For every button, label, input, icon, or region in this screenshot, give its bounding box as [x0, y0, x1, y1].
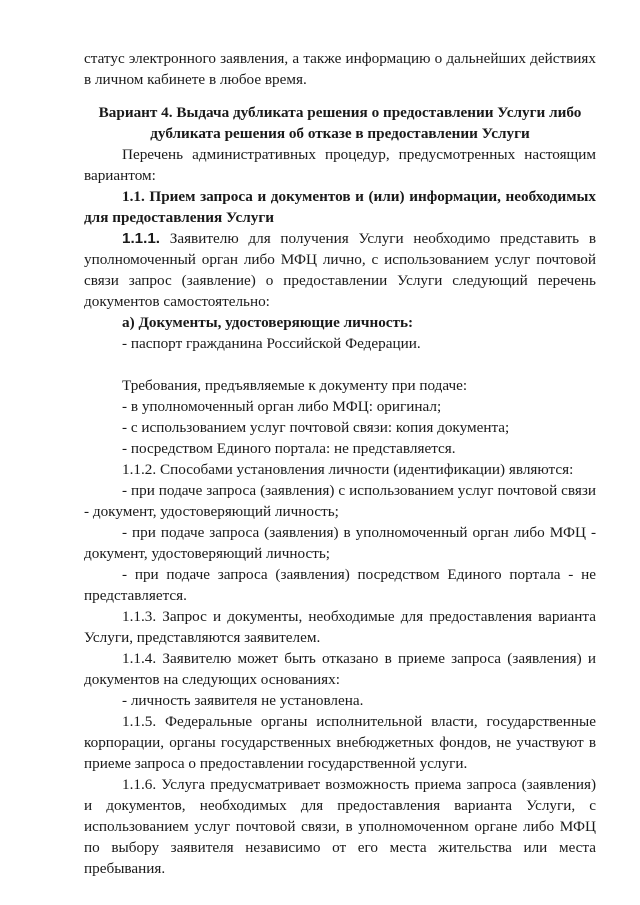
- subheading-identity-documents: а) Документы, удостоверяющие личность:: [122, 314, 414, 331]
- identification-item-post: - при подаче запроса (заявления) с использованием услуг почтовой связи - документ, удостоверяющий личность;: [84, 482, 596, 520]
- section-1-1-1-paragraph: [84, 228, 596, 312]
- intro-paragraph: статус электронного заявления, а также информацию о дальнейших действиях в личном кабинете в любое время.: [84, 50, 596, 88]
- section-1-1-3-paragraph: 1.1.3. Запрос и документы, необходимые для предоставления варианта Услуги, представляются заявителем.: [84, 608, 596, 646]
- list-item-passport: - паспорт гражданина Российской Федерации.: [122, 335, 421, 352]
- section-1-1-5-paragraph: 1.1.5. Федеральные органы исполнительной власти, государственные корпорации, органы государственных внебюджетных фондов, не участвуют в приеме запроса о предоставлении государственной услуги.: [84, 713, 596, 772]
- procedures-list-intro: Перечень административных процедур, предусмотренных настоящим вариантом:: [84, 146, 596, 184]
- section-1-1-heading: 1.1. Прием запроса и документов и (или) информации, необходимых для предоставления Услуги: [84, 188, 596, 226]
- variant-heading: Вариант 4. Выдача дубликата решения о предоставлении Услуги либо дубликата решения об отказе в предоставлении Услуги: [98, 104, 582, 142]
- requirement-item-post: - с использованием услуг почтовой связи: копия документа;: [122, 419, 510, 436]
- section-1-1-1-text: Заявителю для получения Услуги необходимо представить в уполномоченный орган либо МФЦ лично, с использованием услуг почтовой связи запрос (заявление) о предоставлении Услуги следующий перечень документов самостоятельно:: [84, 230, 596, 310]
- identification-item-portal: - при подаче запроса (заявления) посредством Единого портала - не представляется.: [84, 566, 596, 604]
- section-1-1-6-paragraph: 1.1.6. Услуга предусматривает возможность приема запроса (заявления) и документов, необходимых для предоставления варианта Услуги, с использованием услуг почтовой связи, в уполномоченном органе либо МФЦ по выбору заявителя независимо от его места жительства или места пребывания.: [84, 776, 596, 877]
- section-1-1-4-paragraph: 1.1.4. Заявителю может быть отказано в приеме запроса (заявления) и документов на следующих основаниях:: [84, 650, 596, 688]
- requirement-item-portal: - посредством Единого портала: не представляется.: [122, 440, 456, 457]
- requirements-title: Требования, предъявляемые к документу при подаче:: [122, 377, 468, 394]
- section-1-1-1-number: 1.1.1.: [122, 230, 160, 247]
- blank-line: [84, 354, 596, 375]
- refusal-item: - личность заявителя не установлена.: [122, 692, 364, 709]
- section-1-1-2-paragraph: 1.1.2. Способами установления личности (идентификации) являются:: [122, 461, 574, 478]
- identification-item-office: - при подаче запроса (заявления) в уполномоченный орган либо МФЦ - документ, удостоверяющий личность;: [84, 524, 596, 562]
- requirement-item-office: - в уполномоченный орган либо МФЦ: оригинал;: [122, 398, 442, 415]
